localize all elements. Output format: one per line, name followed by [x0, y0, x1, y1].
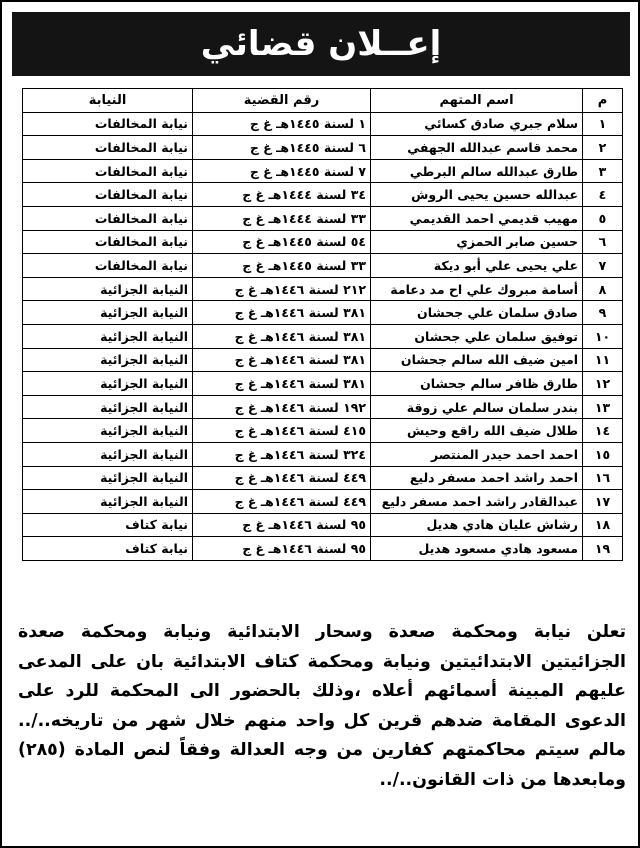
cell-num: ١٣: [583, 395, 623, 419]
cell-num: ٤: [583, 183, 623, 207]
announcement-title: إعــلان قضائي: [200, 24, 442, 64]
cell-num: ٥: [583, 206, 623, 230]
cell-name: مهيب قديمي احمد القديمي: [371, 206, 583, 230]
table-row: [23, 183, 623, 207]
header-num: م: [583, 89, 623, 113]
defendants-table-container: [22, 88, 622, 561]
cell-name: عبدالقادر راشد احمد مسفر دليع: [371, 490, 583, 514]
cell-num: ١٨: [583, 513, 623, 537]
table-row: [23, 395, 623, 419]
cell-case: ٢١٢ لسنة ١٤٤٦هـ غ ج: [193, 277, 371, 301]
cell-prosecution: نيابة كتاف: [23, 513, 193, 537]
cell-prosecution: النيابة الجزائية: [23, 490, 193, 514]
cell-case: ٣٨١ لسنة ١٤٤٦هـ غ ج: [193, 372, 371, 396]
cell-name: امين ضيف الله سالم جحشان: [371, 348, 583, 372]
announcement-header: [12, 12, 630, 76]
cell-case: ٦ لسنة ١٤٤٥هـ غ ج: [193, 136, 371, 160]
cell-name: عبدالله حسين يحيى الروش: [371, 183, 583, 207]
cell-num: ١٤: [583, 419, 623, 443]
cell-case: ٥٤ لسنة ١٤٤٥هـ غ ج: [193, 230, 371, 254]
table-row: [23, 206, 623, 230]
header-prosecution: النيابة: [23, 89, 193, 113]
cell-case: ٣٢٤ لسنة ١٤٤٦هـ غ ج: [193, 442, 371, 466]
cell-case: ٣٣ لسنة ١٤٤٥هـ غ ج: [193, 254, 371, 278]
cell-num: ١٩: [583, 537, 623, 561]
announcement-notice: [18, 618, 626, 840]
cell-prosecution: نيابة المخالفات: [23, 254, 193, 278]
cell-case: ٣٣ لسنة ١٤٤٤هـ غ ج: [193, 206, 371, 230]
cell-case: ٤٤٩ لسنة ١٤٤٦هـ غ ج: [193, 466, 371, 490]
cell-case: ٣٤ لسنة ١٤٤٤هـ غ ج: [193, 183, 371, 207]
table-header-row: [23, 89, 623, 113]
cell-num: ١٥: [583, 442, 623, 466]
cell-name: طلال ضيف الله راقع وحيش: [371, 419, 583, 443]
cell-case: ٤١٥ لسنة ١٤٤٦هـ غ ج: [193, 419, 371, 443]
cell-num: ٨: [583, 277, 623, 301]
cell-case: ٩٥ لسنة ١٤٤٦هـ غ ج: [193, 513, 371, 537]
cell-num: ٦: [583, 230, 623, 254]
table-row: [23, 513, 623, 537]
defendants-table: [22, 88, 623, 561]
cell-name: علي يحيى علي أبو ديكة: [371, 254, 583, 278]
cell-prosecution: النيابة الجزائية: [23, 372, 193, 396]
cell-prosecution: نيابة المخالفات: [23, 206, 193, 230]
cell-name: صادق سلمان علي جحشان: [371, 301, 583, 325]
cell-name: رشاش عليان هادي هديل: [371, 513, 583, 537]
cell-name: مسعود هادي مسعود هديل: [371, 537, 583, 561]
cell-num: ٣: [583, 159, 623, 183]
cell-case: ٣٨١ لسنة ١٤٤٦هـ غ ج: [193, 324, 371, 348]
table-row: [23, 301, 623, 325]
cell-num: ١٧: [583, 490, 623, 514]
cell-prosecution: نيابة المخالفات: [23, 136, 193, 160]
table-row: [23, 372, 623, 396]
cell-num: ٢: [583, 136, 623, 160]
cell-prosecution: النيابة الجزائية: [23, 419, 193, 443]
cell-prosecution: النيابة الجزائية: [23, 442, 193, 466]
cell-num: ١: [583, 112, 623, 136]
header-name: اسم المتهم: [371, 89, 583, 113]
table-row: [23, 230, 623, 254]
header-case: رقم القضية: [193, 89, 371, 113]
cell-num: ١٢: [583, 372, 623, 396]
cell-num: ١٠: [583, 324, 623, 348]
cell-name: توفيق سلمان علي جحشان: [371, 324, 583, 348]
notice-text: تعلن نيابة ومحكمة صعدة وسحار الابتدائية ونيابة ومحكمة صعدة الجزائيتين الابتدائيتين ونيابة ومحكمة كتاف الابتدائية بان على المدعى عليهم المبينة أسمائهم أعلاه ،وذلك بالحضور الى المحكمة للرد على الدعوى المقامة ضدهم قرين كل واحد منهم خلال شهر من تاريخه../.. مالم سيتم محاكمتهم كفارين من وجه العدالة وفقاً لنص المادة (٢٨٥) ومابعدها من ذات القانون../..: [18, 622, 626, 790]
cell-num: ١١: [583, 348, 623, 372]
cell-case: ١ لسنة ١٤٤٥هـ غ ج: [193, 112, 371, 136]
cell-name: سلام جبري صادق كسائي: [371, 112, 583, 136]
table-row: [23, 277, 623, 301]
cell-case: ٣٨١ لسنة ١٤٤٦هـ غ ج: [193, 301, 371, 325]
table-row: [23, 159, 623, 183]
cell-prosecution: النيابة الجزائية: [23, 395, 193, 419]
table-row: [23, 254, 623, 278]
table-row: [23, 490, 623, 514]
cell-name: احمد احمد حيدر المنتصر: [371, 442, 583, 466]
cell-num: ١٦: [583, 466, 623, 490]
table-row: [23, 348, 623, 372]
table-row: [23, 466, 623, 490]
cell-case: ١٩٢ لسنة ١٤٤٦هـ غ ج: [193, 395, 371, 419]
cell-name: بندر سلمان سالم علي زوقة: [371, 395, 583, 419]
table-row: [23, 112, 623, 136]
cell-name: طارق ظافر سالم جحشان: [371, 372, 583, 396]
cell-case: ٤٤٩ لسنة ١٤٤٦هـ غ ج: [193, 490, 371, 514]
cell-name: طارق عبدالله سالم البرطي: [371, 159, 583, 183]
cell-prosecution: نيابة المخالفات: [23, 183, 193, 207]
cell-prosecution: النيابة الجزائية: [23, 466, 193, 490]
cell-prosecution: نيابة المخالفات: [23, 230, 193, 254]
cell-prosecution: النيابة الجزائية: [23, 348, 193, 372]
cell-name: حسين صابر الحمزي: [371, 230, 583, 254]
cell-name: احمد راشد احمد مسفر دليع: [371, 466, 583, 490]
cell-prosecution: نيابة كتاف: [23, 537, 193, 561]
cell-case: ٣٨١ لسنة ١٤٤٦هـ غ ج: [193, 348, 371, 372]
cell-prosecution: النيابة الجزائية: [23, 277, 193, 301]
cell-prosecution: النيابة الجزائية: [23, 324, 193, 348]
table-row: [23, 324, 623, 348]
cell-prosecution: النيابة الجزائية: [23, 301, 193, 325]
cell-num: ٧: [583, 254, 623, 278]
cell-name: محمد قاسم عبدالله الجهفي: [371, 136, 583, 160]
cell-case: ٩٥ لسنة ١٤٤٦هـ غ ج: [193, 537, 371, 561]
cell-prosecution: نيابة المخالفات: [23, 112, 193, 136]
table-row: [23, 419, 623, 443]
table-row: [23, 136, 623, 160]
table-row: [23, 442, 623, 466]
cell-num: ٩: [583, 301, 623, 325]
cell-name: أسامة مبروك علي اح مد دعامة: [371, 277, 583, 301]
cell-case: ٧ لسنة ١٤٤٥هـ غ ج: [193, 159, 371, 183]
table-row: [23, 537, 623, 561]
cell-prosecution: نيابة المخالفات: [23, 159, 193, 183]
